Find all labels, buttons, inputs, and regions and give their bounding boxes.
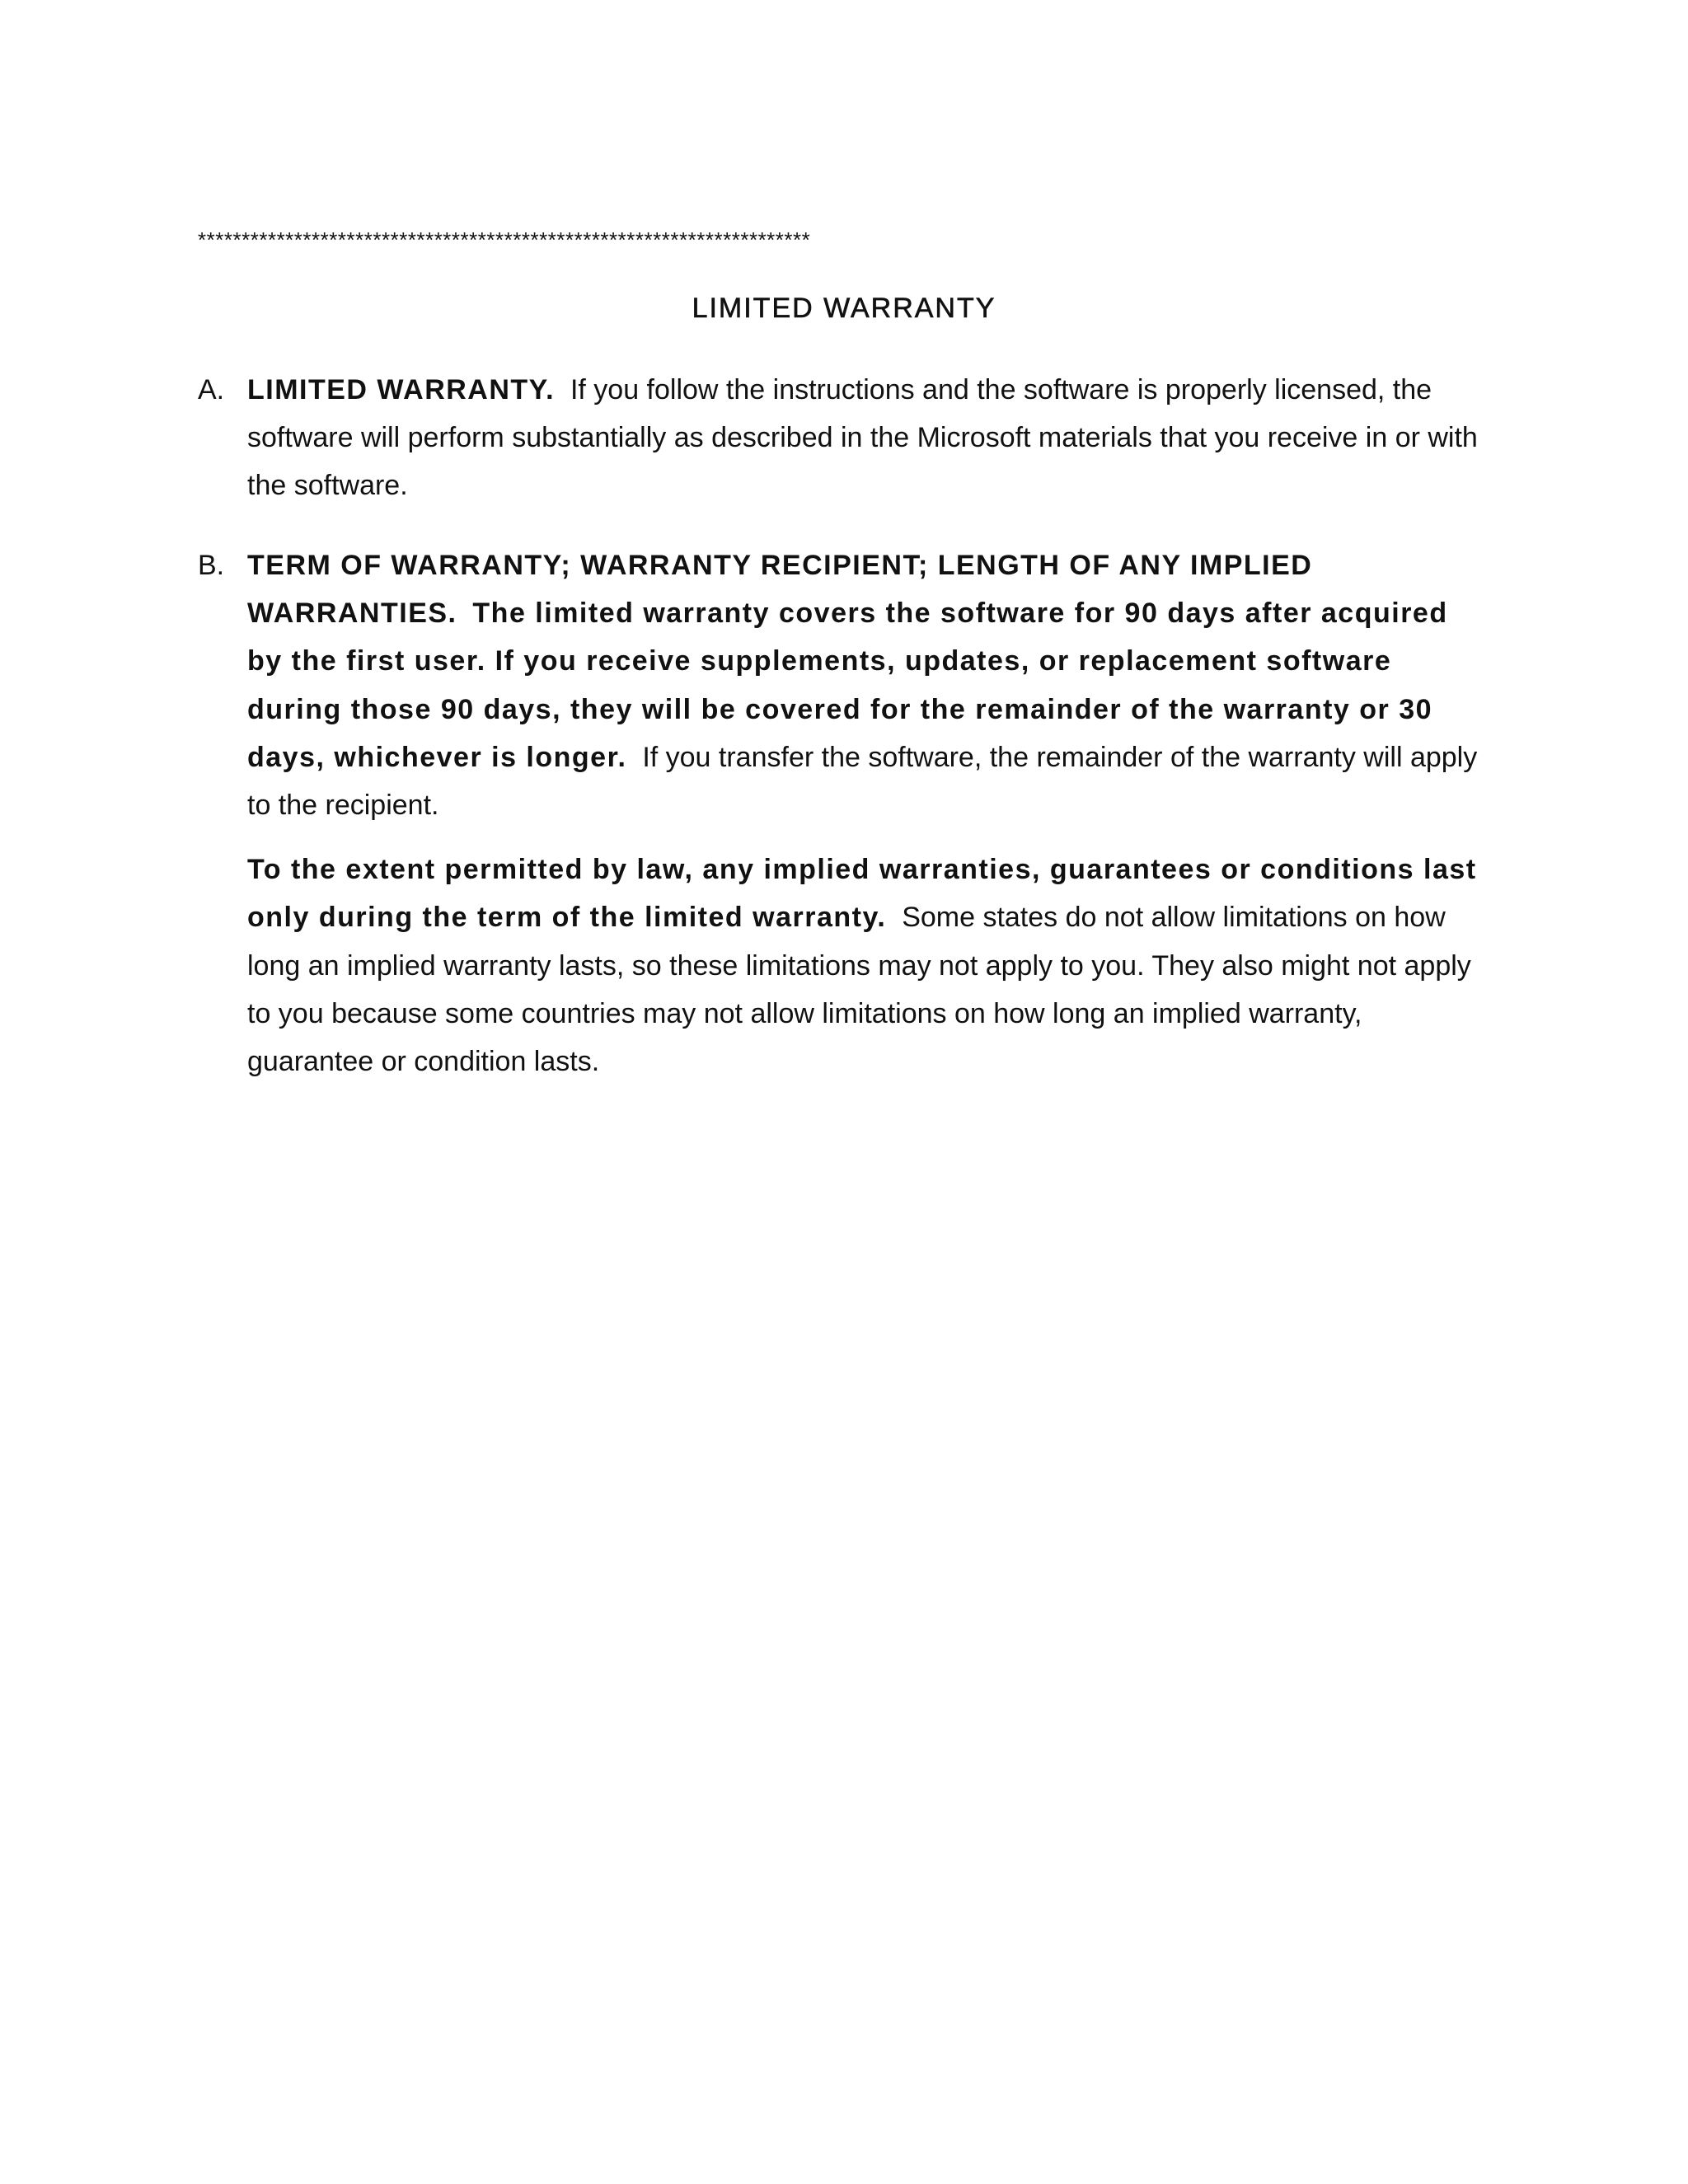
section-bold-text: To the extent permitted by law, any implied warranties, guarantees or conditions last only during the term of the limited warranty. [247,854,1477,934]
section-marker: B. [198,550,225,581]
section-body [247,366,1484,510]
section-paragraph [247,541,1484,829]
section-text: Some states do not allow limitations on how long an implied warranty lasts, so these limitations may not apply to you. They also might not apply to you because some countries may not allow limitations on how long an implied warranty, guarantee or condition lasts. [247,902,1471,1078]
section-marker: A. [198,374,225,405]
separator-line: ********************************************************************** [198,227,811,252]
section-heading: LIMITED WARRANTY. [247,374,556,405]
section-body [247,541,1484,1085]
section-text: If you transfer the software, the remainder of the warranty will apply to the recipient. [247,741,1478,822]
section-paragraph [247,366,1484,510]
section-a [198,366,1484,510]
document-title: LIMITED WARRANTY [692,293,996,324]
section-text: If you follow the instructions and the software is properly licensed, the software will perform substantially as described in the Microsoft materials that you receive in or with the software. [247,374,1478,502]
section-bold-text: The limited warranty covers the software for 90 days after acquired by the first user. If you receive supplements, updates, or replacement software during those 90 days, they will be covered for the remainder of the warranty or 30 days, whichever is longer. [247,598,1448,773]
section-paragraph-2 [247,846,1484,1085]
section-b [198,541,1484,1085]
section-heading: TERM OF WARRANTY; WARRANTY RECIPIENT; LENGTH OF ANY IMPLIED WARRANTIES. [247,550,1313,630]
